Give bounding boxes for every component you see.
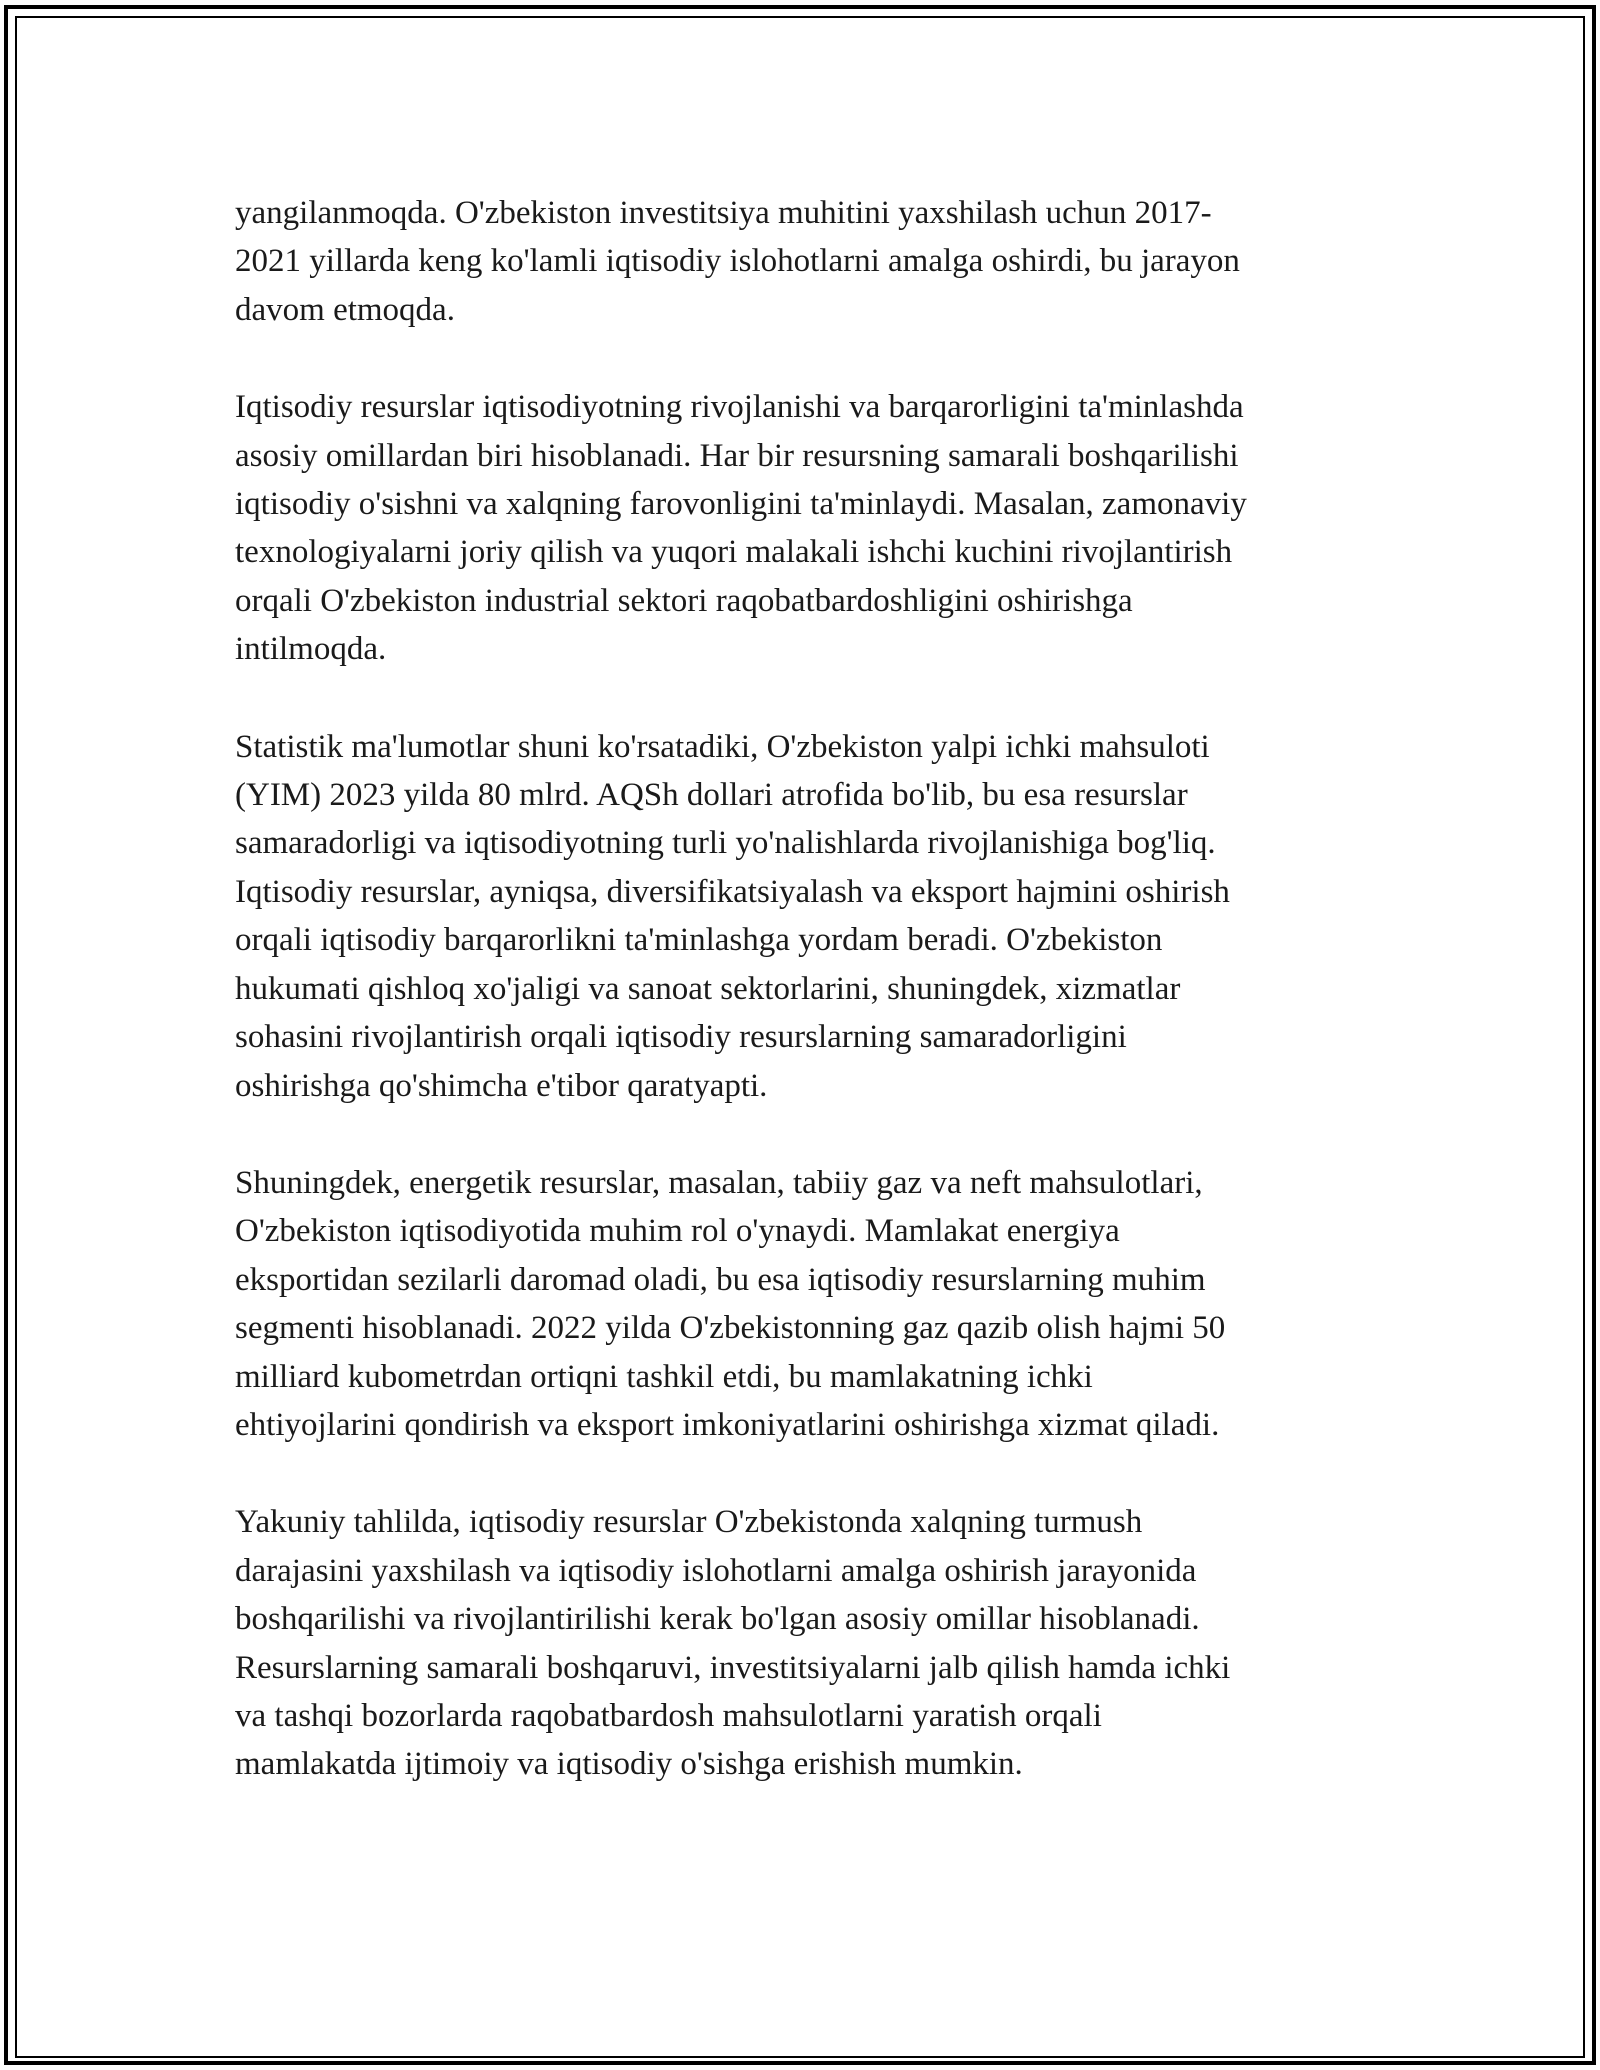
- text-line: boshqarilishi va rivojlantirilishi kerak bo'lgan asosiy omillar hisoblanadi.: [235, 1601, 1200, 1638]
- text-line: oshirishga qo'shimcha e'tibor qaratyapti.: [235, 1067, 768, 1104]
- text-line: Shuningdek, energetik resurslar, masalan, tabiiy gaz va neft mahsulotlari,: [235, 1164, 1203, 1201]
- text-line: Iqtisodiy resurslar, ayniqsa, diversifikatsiyalash va eksport hajmini oshirish: [235, 873, 1230, 910]
- text-line: 2021 yillarda keng ko'lamli iqtisodiy islohotlarni amalga oshirdi, bu jarayon: [235, 243, 1240, 280]
- text-line: va tashqi bozorlarda raqobatbardosh mahsulotlarni yaratish orqali: [235, 1697, 1102, 1734]
- text-line: Resurslarning samarali boshqaruvi, investitsiyalarni jalb qilish hamda ichki: [235, 1649, 1231, 1686]
- text-line: darajasini yaxshilash va iqtisodiy islohotlarni amalga oshirish jarayonida: [235, 1552, 1197, 1589]
- text-line: orqali O'zbekiston industrial sektori raqobatbardoshligini oshirishga: [235, 582, 1133, 619]
- text-line: eksportidan sezilarli daromad oladi, bu esa iqtisodiy resurslarning muhim: [235, 1261, 1206, 1298]
- text-line: yangilanmoqda. O'zbekiston investitsiya muhitini yaxshilash uchun 2017-: [235, 195, 1212, 231]
- text-line: texnologiyalarni joriy qilish va yuqori malakali ishchi kuchini rivojlantirish: [235, 534, 1233, 571]
- text-line: ehtiyojlarini qondirish va eksport imkoniyatlarini oshirishga xizmat qiladi.: [235, 1406, 1220, 1443]
- paragraph-1: [235, 189, 1375, 334]
- paragraph-5: [235, 1498, 1375, 1788]
- paragraph-3: [235, 723, 1375, 1110]
- text-line: asosiy omillardan biri hisoblanadi. Har bir resursning samarali boshqarilishi: [235, 437, 1239, 474]
- paragraph-2: [235, 383, 1375, 673]
- text-line: samaradorligi va iqtisodiyotning turli yo'nalishlarda rivojlanishiga bog'liq.: [235, 825, 1216, 862]
- text-line: intilmoqda.: [235, 631, 387, 668]
- text-line: Statistik ma'lumotlar shuni ko'rsatadiki, O'zbekiston yalpi ichki mahsuloti: [235, 728, 1210, 765]
- text-line: mamlakatda ijtimoiy va iqtisodiy o'sishga erishish mumkin.: [235, 1746, 1023, 1783]
- paragraph-4: [235, 1159, 1375, 1449]
- text-line: hukumati qishloq xo'jaligi va sanoat sektorlarini, shuningdek, xizmatlar: [235, 970, 1181, 1007]
- text-line: Yakuniy tahlilda, iqtisodiy resurslar O'zbekistonda xalqning turmush: [235, 1504, 1143, 1541]
- text-line: (YIM) 2023 yilda 80 mlrd. AQSh dollari atrofida bo'lib, bu esa resurslar: [235, 777, 1188, 814]
- text-line: davom etmoqda.: [235, 291, 455, 328]
- text-line: sohasini rivojlantirish orqali iqtisodiy resurslarning samaradorligini: [235, 1019, 1127, 1056]
- text-line: Iqtisodiy resurslar iqtisodiyotning rivojlanishi va barqarorligini ta'minlashda: [235, 389, 1244, 426]
- text-line: segmenti hisoblanadi. 2022 yilda O'zbekistonning gaz qazib olish hajmi 50: [235, 1310, 1226, 1347]
- text-line: O'zbekiston iqtisodiyotida muhim rol o'ynaydi. Mamlakat energiya: [235, 1213, 1120, 1250]
- text-line: iqtisodiy o'sishni va xalqning farovonligini ta'minlaydi. Masalan, zamonaviy: [235, 486, 1247, 523]
- document-body: [235, 189, 1375, 1838]
- text-line: orqali iqtisodiy barqarorlikni ta'minlashga yordam beradi. O'zbekiston: [235, 922, 1163, 959]
- text-line: milliard kubometrdan ortiqni tashkil etdi, bu mamlakatning ichki: [235, 1358, 1093, 1395]
